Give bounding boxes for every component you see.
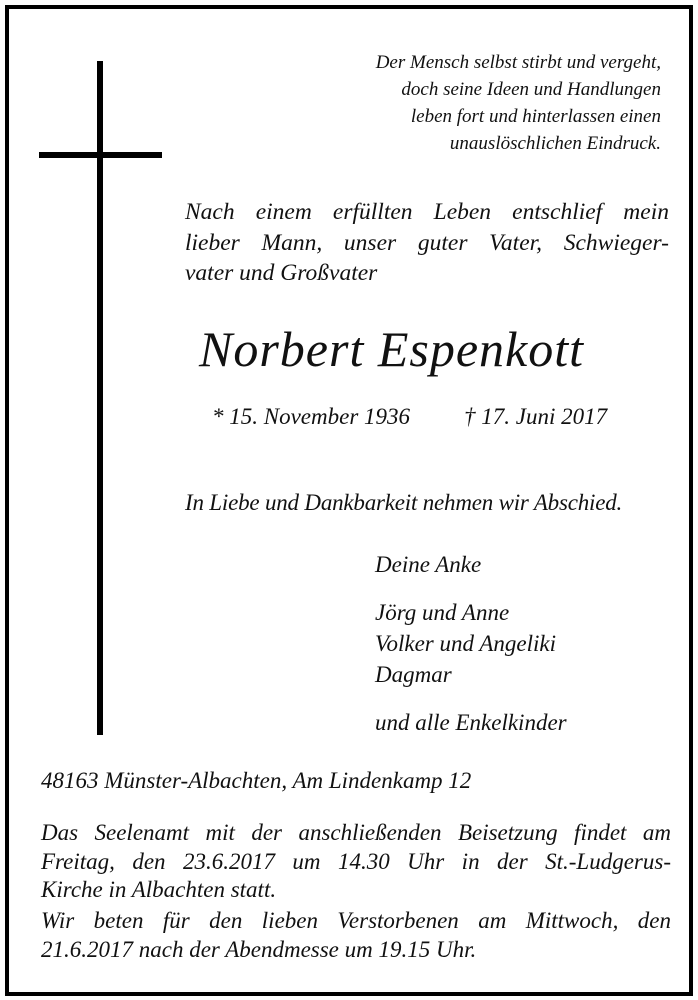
quote-line: unauslöschlichen Eindruck. bbox=[449, 133, 661, 154]
prayer-info bbox=[41, 907, 671, 964]
farewell-text: In Liebe und Dankbarkeit nehmen wir Abschied. bbox=[185, 490, 623, 515]
mourner-wife: Deine Anke bbox=[375, 552, 482, 577]
service-line: Das Seelenamt mit der anschließenden Beisetzung findet am bbox=[41, 820, 671, 845]
prayer-line: 21.6.2017 nach der Abendmesse um 19.15 Uhr. bbox=[41, 936, 477, 962]
deceased-name: Norbert Espenkott bbox=[199, 321, 585, 377]
death-date: † 17. Juni 2017 bbox=[464, 404, 608, 429]
quote-line: Der Mensch selbst stirbt und vergeht, bbox=[375, 52, 661, 73]
intro-line: Nach einem erfüllten Leben entschlief mein bbox=[185, 199, 669, 225]
intro-text bbox=[185, 197, 669, 289]
cross-icon bbox=[97, 61, 103, 735]
family-address: 48163 Münster-Albachten, Am Lindenkamp 12 bbox=[41, 768, 472, 793]
intro-line: lieber Mann, unser guter Vater, Schwieger- bbox=[185, 229, 669, 256]
mourner-grandchildren: und alle Enkelkinder bbox=[375, 710, 567, 735]
service-line: Kirche in Albachten statt. bbox=[41, 877, 277, 902]
birth-date: * 15. November 1936 bbox=[212, 404, 411, 429]
memorial-quote bbox=[376, 49, 661, 157]
obituary-notice bbox=[5, 5, 693, 996]
service-info bbox=[41, 819, 671, 905]
intro-line: vater und Großvater bbox=[185, 260, 378, 286]
mourner-child: Volker und Angeliki bbox=[375, 631, 556, 656]
quote-line: leben fort und hinterlassen einen bbox=[410, 106, 661, 127]
quote-line: doch seine Ideen und Handlungen bbox=[401, 79, 661, 100]
cross-icon-bar bbox=[39, 152, 162, 158]
mourner-child: Dagmar bbox=[375, 662, 452, 687]
mourners-list bbox=[375, 549, 567, 738]
mourner-child: Jörg und Anne bbox=[375, 600, 510, 625]
service-line: Freitag, den 23.6.2017 um 14.30 Uhr in der St.-Ludgerus- bbox=[41, 848, 671, 874]
prayer-line: Wir beten für den lieben Verstorbenen am Mittwoch, den bbox=[41, 908, 671, 933]
